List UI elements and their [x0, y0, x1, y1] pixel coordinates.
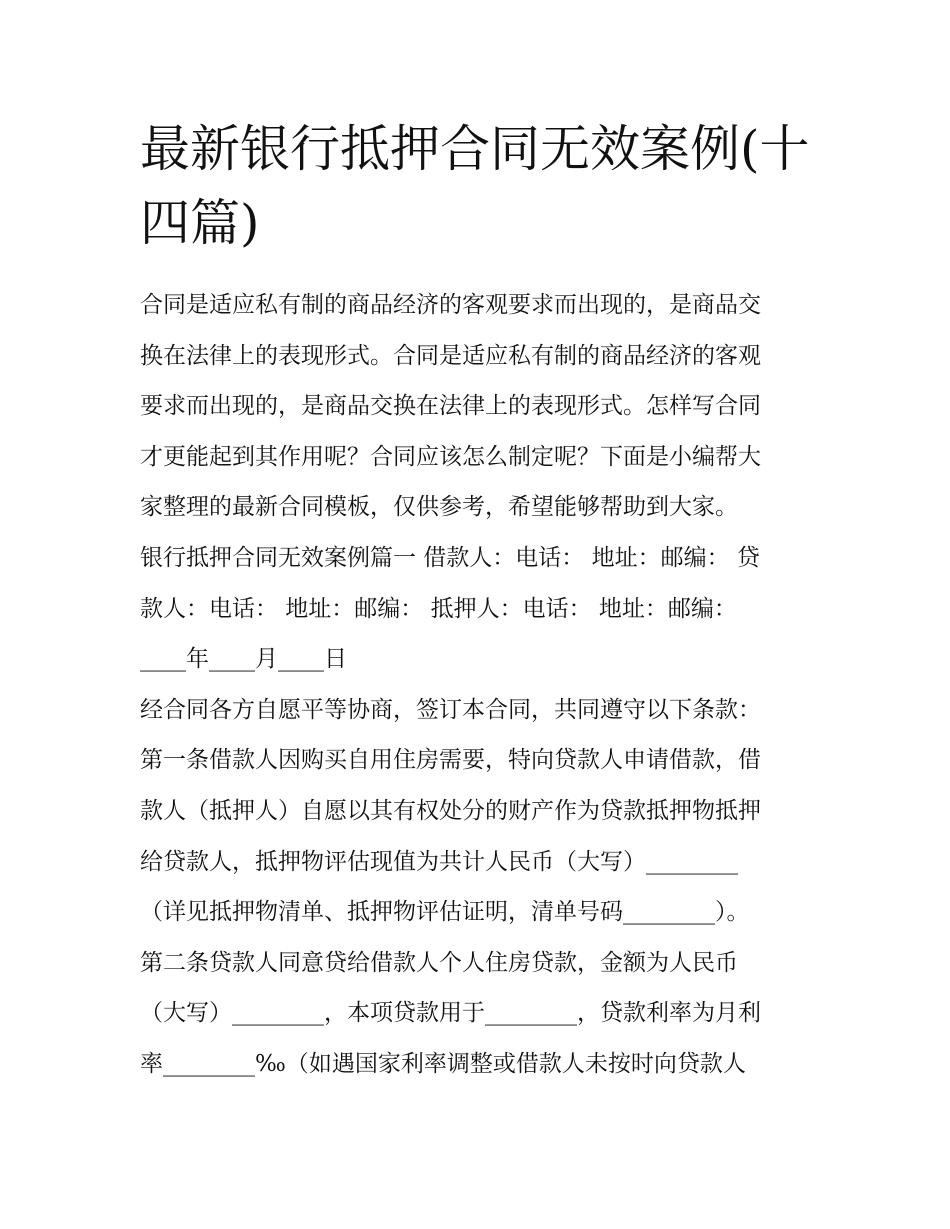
body-line: 第二条贷款人同意贷给借款人个人住房贷款，金额为人民币	[140, 949, 738, 976]
document-title	[140, 112, 820, 260]
body-line: 经合同各方自愿平等协商，签订本合同，共同遵守以下条款：	[140, 696, 761, 723]
title-line-2: 四篇)	[140, 194, 260, 252]
body-line: 才更能起到其作用呢？合同应该怎么制定呢？下面是小编帮大	[140, 443, 761, 470]
body-line: 第一条借款人因购买自用住房需要，特向贷款人申请借款，借	[140, 747, 761, 774]
date-placeholder-line: ____年____月____日	[140, 646, 347, 673]
body-line: 合同是适应私有制的商品经济的客观要求而出现的，是商品交	[140, 292, 761, 318]
title-line-1: 最新银行抵押合同无效案例(十	[140, 120, 810, 178]
body-line: （大写）________，本项贷款用于________，贷款利率为月利	[140, 1000, 761, 1027]
body-line: 款人（抵押人）自愿以其有权处分的财产作为贷款抵押物抵押	[140, 797, 761, 824]
body-line: 给贷款人，抵押物评估现值为共计人民币（大写）________	[140, 848, 738, 875]
body-line: 要求而出现的，是商品交换在法律上的表现形式。怎样写合同	[140, 393, 761, 420]
body-line: 换在法律上的表现形式。合同是适应私有制的商品经济的客观	[140, 342, 761, 369]
body-line: 家整理的最新合同模板，仅供参考，希望能够帮助到大家。	[140, 494, 738, 521]
body-line: 款人：电话： 地址：邮编： 抵押人：电话： 地址：邮编：	[140, 595, 737, 622]
document-body	[140, 280, 820, 1090]
body-line: 率________‰（如遇国家利率调整或借款人未按时向贷款人	[140, 1050, 746, 1077]
body-line: （详见抵押物清单、抵押物评估证明，清单号码________）。	[140, 899, 750, 926]
body-line: 银行抵押合同无效案例篇一 借款人：电话： 地址：邮编： 贷	[140, 544, 760, 571]
